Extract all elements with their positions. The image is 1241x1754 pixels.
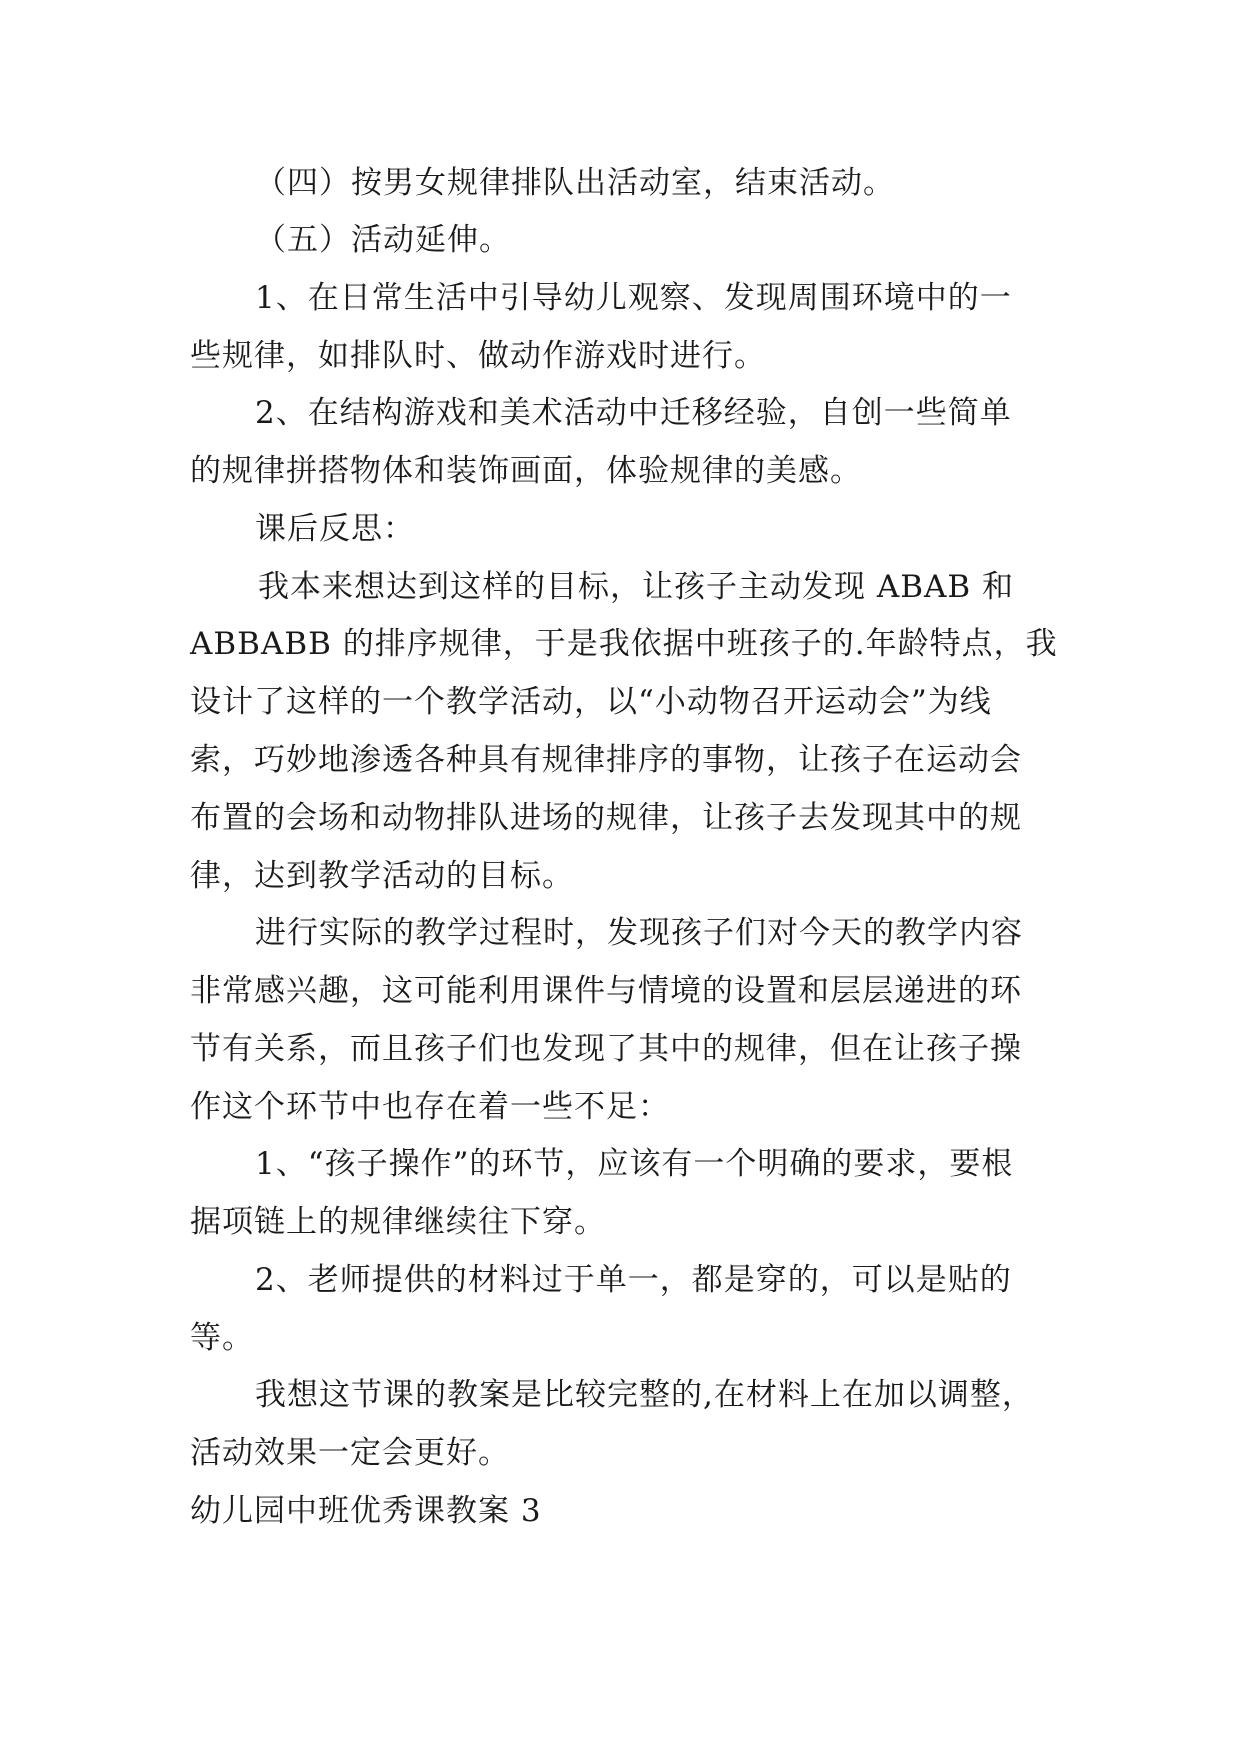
text-line: 我想这节课的教案是比较完整的,在材料上在加以调整，: [255, 1377, 1034, 1413]
text-line: 布置的会场和动物排队进场的规律，让孩子去发现其中的规: [190, 800, 1022, 836]
text-line: （五）活动延伸。: [255, 222, 511, 258]
text-line: 律，达到教学活动的目标。: [190, 858, 574, 894]
text-line: 非常感兴趣，这可能利用课件与情境的设置和层层递进的环: [190, 973, 1022, 1009]
text-line: 索，巧妙地渗透各种具有规律排序的事物，让孩子在运动会: [190, 742, 1022, 778]
text-line: 些规律，如排队时、做动作游戏时进行。: [190, 338, 766, 374]
text-line: 据项链上的规律继续往下穿。: [190, 1204, 606, 1240]
document-title: 幼儿园中班优秀课教案 3: [190, 1493, 542, 1529]
text-line: 2、老师提供的材料过于单一，都是穿的，可以是贴的: [255, 1262, 1012, 1298]
text-line: 设计了这样的一个教学活动，以“小动物召开运动会”为线: [190, 684, 992, 720]
text-line: 作这个环节中也存在着一些不足：: [190, 1089, 670, 1125]
text-line: 1、“孩子操作”的环节，应该有一个明确的要求，要根: [255, 1146, 1014, 1182]
text-line: 等。: [190, 1320, 254, 1356]
text-line: 的规律拼搭物体和装饰画面，体验规律的美感。: [190, 453, 862, 489]
text-line: （四）按男女规律排队出活动室，结束活动。: [255, 165, 895, 201]
section-heading: 课后反思：: [255, 511, 415, 547]
text-line: 我本来想达到这样的目标，让孩子主动发现 ABAB 和: [258, 569, 1015, 605]
text-line: 节有关系，而且孩子们也发现了其中的规律，但在让孩子操: [190, 1031, 1022, 1067]
text-line: 活动效果一定会更好。: [190, 1435, 510, 1471]
text-line: ABBABB 的排序规律，于是我依据中班孩子的.年龄特点，我: [190, 626, 1058, 662]
text-line: 1、在日常生活中引导幼儿观察、发现周围环境中的一: [255, 280, 1012, 316]
text-line: 进行实际的教学过程时，发现孩子们对今天的教学内容: [255, 915, 1023, 951]
text-line: 2、在结构游戏和美术活动中迁移经验，自创一些简单: [255, 395, 1012, 431]
